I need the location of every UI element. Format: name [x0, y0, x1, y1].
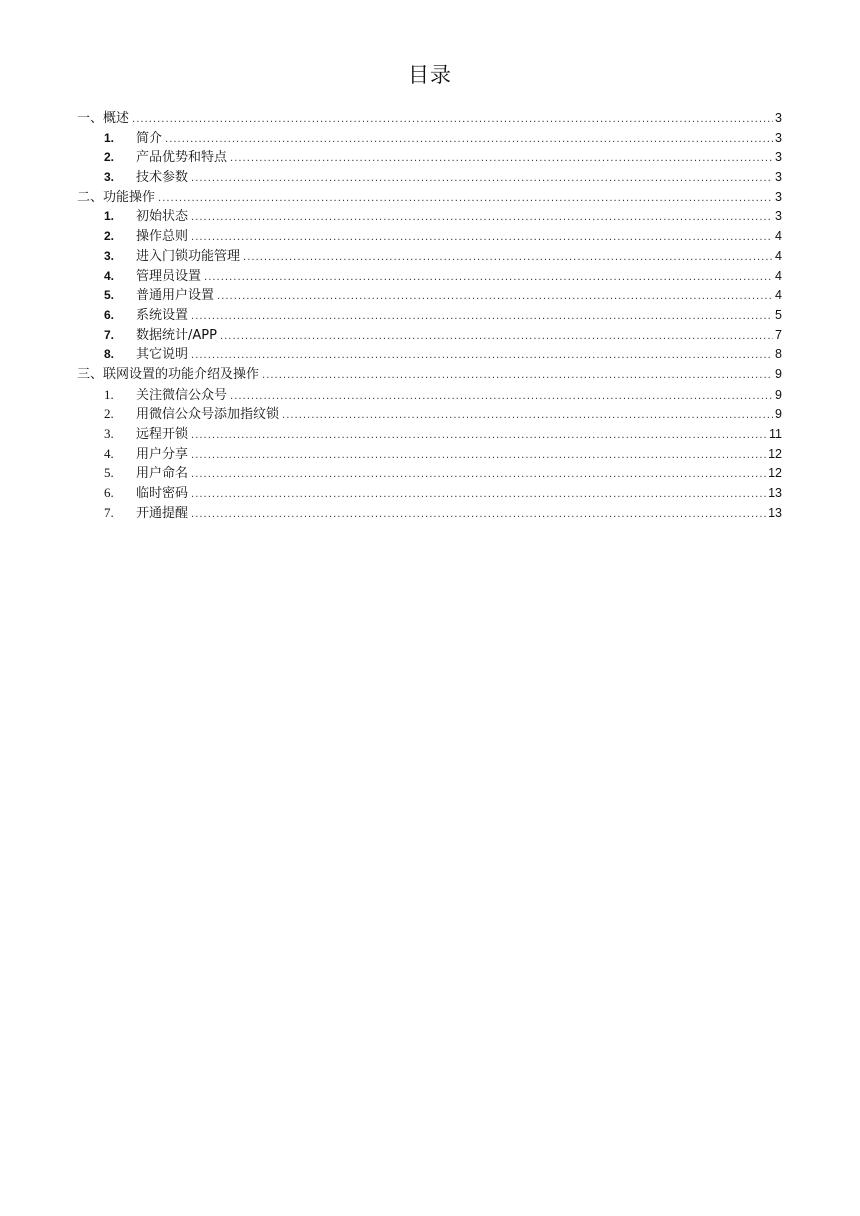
toc-entry-label: 技术参数: [136, 170, 189, 186]
toc-page-number: 3: [775, 189, 782, 204]
toc-dot-leader: [204, 268, 773, 288]
toc-entry-number: 2.: [104, 406, 114, 422]
toc-entry-number: 3.: [104, 426, 114, 441]
toc-page-number: 3: [775, 130, 782, 145]
toc-subsection-entry[interactable]: [77, 444, 782, 464]
toc-dot-leader: [191, 307, 773, 327]
toc-dot-leader: [191, 169, 773, 189]
toc-entry-label: 初始状态: [136, 209, 189, 225]
toc-page-number: 9: [775, 387, 782, 402]
toc-entry-number: 3.: [104, 248, 115, 263]
toc-subsection-entry[interactable]: [77, 424, 782, 444]
toc-entry-number: 3.: [104, 170, 115, 185]
toc-list: [77, 109, 782, 522]
toc-page-number: 4: [775, 288, 782, 303]
toc-subsection-entry[interactable]: [77, 306, 782, 326]
toc-subsection-entry[interactable]: [77, 385, 782, 405]
toc-entry-label: 临时密码: [136, 486, 189, 502]
toc-dot-leader: [230, 149, 773, 169]
toc-page-number: 8: [775, 347, 782, 362]
toc-entry-number: 2.: [104, 229, 115, 244]
toc-section-entry[interactable]: [77, 188, 782, 208]
toc-entry-number: 6.: [104, 307, 115, 322]
toc-entry-number: 1.: [104, 130, 115, 145]
toc-page-number: 9: [775, 407, 782, 422]
toc-entry-number: 2.: [104, 150, 115, 165]
toc-entry-number: 4.: [104, 268, 115, 283]
toc-entry-label: 用户分享: [136, 446, 189, 462]
toc-subsection-entry[interactable]: [77, 207, 782, 227]
toc-entry-label: 系统设置: [136, 307, 189, 323]
toc-entry-label: 产品优势和特点: [136, 150, 228, 166]
toc-entry-label: 一、概述: [77, 111, 130, 126]
toc-entry-number: 5.: [104, 288, 115, 303]
toc-page-number: 3: [775, 111, 782, 125]
toc-page-number: 4: [775, 268, 782, 283]
toc-entry-label: 操作总则: [136, 229, 189, 245]
toc-page-number: 13: [768, 505, 782, 520]
toc-page-number: 13: [768, 486, 782, 501]
toc-entry-number: 4.: [104, 445, 114, 461]
toc-dot-leader: [191, 346, 773, 366]
toc-page-number: 11: [769, 427, 782, 441]
toc-entry-label: 其它说明: [136, 347, 189, 363]
toc-dot-leader: [191, 465, 766, 485]
toc-dot-leader: [217, 287, 773, 307]
toc-dot-leader: [191, 426, 767, 446]
toc-entry-label: 关注微信公众号: [136, 387, 228, 403]
toc-entry-number: 8.: [104, 347, 115, 362]
toc-subsection-entry[interactable]: [77, 168, 782, 188]
toc-subsection-entry[interactable]: [77, 247, 782, 267]
toc-subsection-entry[interactable]: [77, 286, 782, 306]
toc-page-number: 12: [768, 446, 782, 461]
toc-page-number: 4: [775, 229, 782, 244]
toc-dot-leader: [191, 446, 766, 466]
toc-page-number: 5: [775, 307, 782, 322]
toc-page-number: 3: [775, 170, 782, 185]
toc-entry-number: 6.: [104, 485, 114, 501]
toc-dot-leader: [243, 248, 773, 268]
toc-section-entry[interactable]: [77, 365, 782, 385]
toc-dot-leader: [132, 110, 773, 130]
toc-entry-label: 数据统计/APP: [136, 327, 217, 343]
toc-entry-number: 7.: [104, 504, 114, 520]
toc-dot-leader: [220, 327, 773, 347]
toc-entry-label: 管理员设置: [136, 268, 202, 284]
toc-entry-label: 二、功能操作: [77, 189, 156, 205]
toc-dot-leader: [191, 485, 766, 505]
toc-page-number: 4: [775, 248, 782, 263]
toc-subsection-entry[interactable]: [77, 267, 782, 287]
toc-dot-leader: [165, 130, 773, 150]
toc-subsection-entry[interactable]: [77, 148, 782, 168]
toc-dot-leader: [191, 208, 773, 228]
toc-entry-number: 1.: [104, 209, 115, 224]
toc-entry-number: 1.: [104, 386, 114, 402]
toc-subsection-entry[interactable]: [77, 345, 782, 365]
toc-page-number: 3: [775, 209, 782, 224]
toc-entry-number: 7.: [104, 327, 115, 342]
toc-subsection-entry[interactable]: [77, 227, 782, 247]
toc-section-entry[interactable]: [77, 109, 782, 129]
toc-entry-number: 5.: [104, 465, 114, 481]
toc-subsection-entry[interactable]: [77, 326, 782, 346]
toc-page-number: 12: [768, 466, 782, 481]
toc-dot-leader: [230, 387, 773, 407]
toc-page-number: 7: [775, 327, 782, 342]
toc-dot-leader: [158, 189, 773, 209]
toc-subsection-entry[interactable]: [77, 503, 782, 523]
toc-entry-label: 用户命名: [136, 466, 189, 482]
toc-dot-leader: [191, 505, 766, 525]
toc-dot-leader: [262, 366, 773, 386]
toc-entry-label: 进入门锁功能管理: [136, 248, 241, 264]
toc-title: 目录: [408, 63, 452, 87]
toc-subsection-entry[interactable]: [77, 404, 782, 424]
toc-entry-label: 简介: [136, 130, 163, 146]
toc-subsection-entry[interactable]: [77, 483, 782, 503]
toc-page-number: 9: [775, 366, 782, 381]
toc-entry-label: 远程开锁: [136, 427, 189, 442]
toc-dot-leader: [191, 228, 773, 248]
toc-dot-leader: [282, 406, 773, 426]
toc-entry-label: 三、联网设置的功能介绍及操作: [77, 366, 260, 382]
toc-page-number: 3: [775, 150, 782, 165]
toc-entry-label: 用微信公众号添加指纹锁: [136, 407, 280, 423]
toc-subsection-entry[interactable]: [77, 463, 782, 483]
toc-entry-label: 普通用户设置: [136, 288, 215, 304]
toc-subsection-entry[interactable]: [77, 129, 782, 149]
toc-entry-label: 开通提醒: [136, 505, 189, 521]
